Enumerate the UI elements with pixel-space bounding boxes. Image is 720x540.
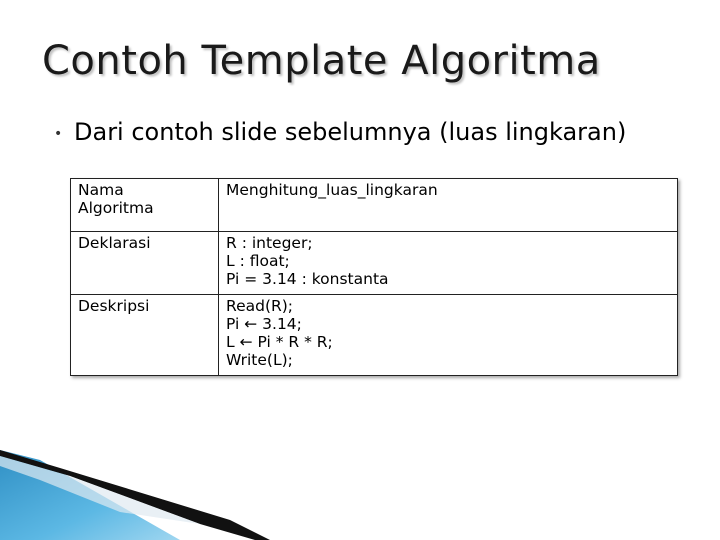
value-line: Write(L);	[226, 351, 293, 369]
table-cell-label	[71, 232, 219, 295]
algorithm-table	[70, 178, 678, 376]
label-line: Deklarasi	[78, 234, 151, 252]
table-cell-label	[71, 179, 219, 232]
table-row	[71, 295, 678, 376]
value-line: Pi = 3.14 : konstanta	[226, 270, 389, 288]
value-line: L ← Pi * R * R;	[226, 333, 333, 351]
table-cell-value	[219, 232, 678, 295]
table-row	[71, 232, 678, 295]
label-line: Algoritma	[78, 199, 154, 217]
table-cell-value	[219, 295, 678, 376]
bullet-dot-icon: •	[54, 126, 63, 142]
value-line: L : float;	[226, 252, 290, 270]
table-cell-value	[219, 179, 678, 232]
value-line: R : integer;	[226, 234, 313, 252]
slide-decoration	[0, 450, 720, 540]
table-row	[71, 179, 678, 232]
label-line: Nama	[78, 181, 124, 199]
value-line: Pi ← 3.14;	[226, 315, 302, 333]
value-line: Read(R);	[226, 297, 294, 315]
slide-title: Contoh Template Algoritma	[42, 38, 601, 84]
table-cell-label	[71, 295, 219, 376]
label-line: Deskripsi	[78, 297, 150, 315]
bullet-text: Dari contoh slide sebelumnya (luas lingkaran)	[74, 118, 627, 146]
value-line: Menghitung_luas_lingkaran	[226, 181, 438, 199]
